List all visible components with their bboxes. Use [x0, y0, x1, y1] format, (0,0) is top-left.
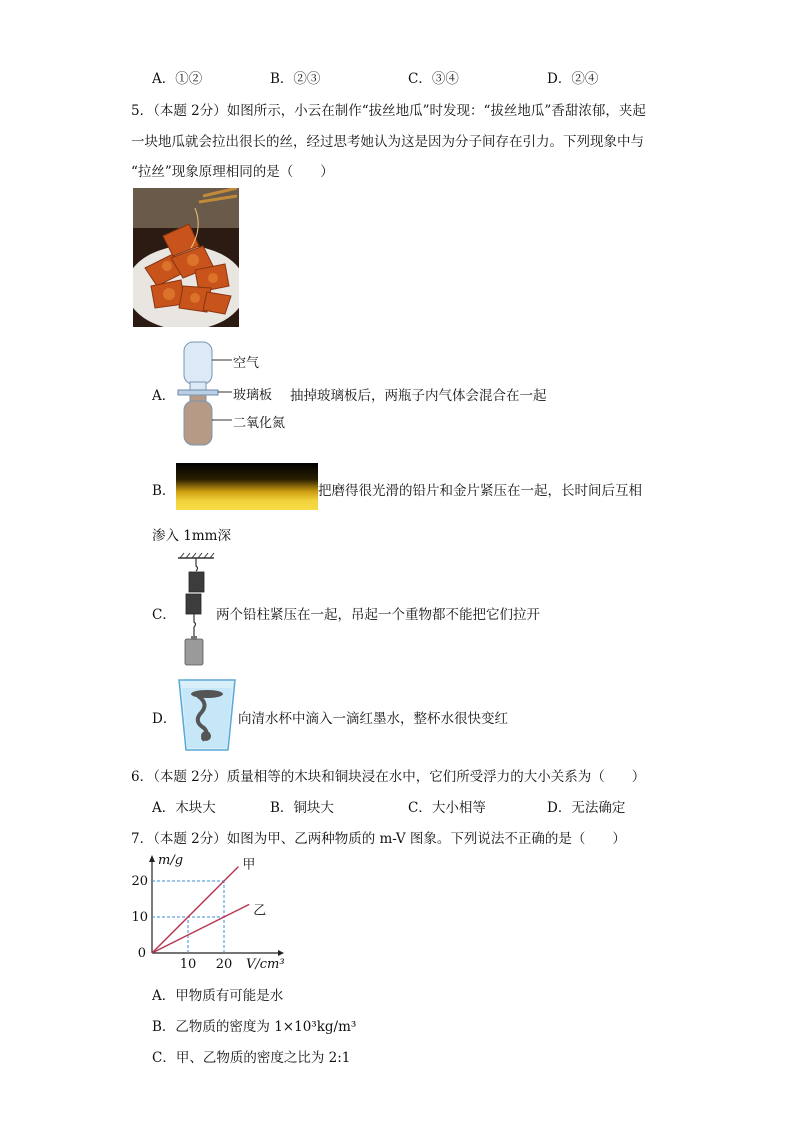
q5-stem-line1: 5．（本题 2分）如图所示，小云在制作“拔丝地瓜”时发现：“拔丝地瓜”香甜浓郁，夹起 [131, 103, 646, 119]
q5-option-a-text: 抽掉玻璃板后，两瓶子内气体会混合在一起 [290, 388, 547, 404]
q5-stem-line3: “拉丝”现象原理相同的是（ ） [131, 164, 334, 180]
q5-option-b-text: 把磨得很光滑的铅片和金片紧压在一起，长时间后互相 [318, 483, 642, 499]
series-label-yi: 乙 [253, 903, 267, 919]
q6-option-c[interactable]: C．大小相等 [408, 800, 486, 816]
y-axis-arrow [149, 855, 155, 862]
q5-option-c-letter[interactable]: C． [152, 607, 176, 623]
q4-option-c[interactable]: C．③④ [408, 71, 459, 87]
q5-stem-line2: 一块地瓜就会拉出很长的丝，经过思考她认为这是因为分子间存在引力。下列现象中与 [131, 134, 644, 150]
series-line-yi [152, 904, 249, 953]
candied-sweet-potato-photo [133, 188, 239, 331]
q4-option-a[interactable]: A．①② [152, 71, 203, 87]
q6-option-b[interactable]: B．铜块大 [270, 800, 334, 816]
q4-option-b[interactable]: B．②③ [270, 71, 321, 87]
q5-option-b-text-line2: 渗入 1mm深 [152, 528, 231, 544]
label-nitrogen-dioxide: 二氧化氮 [233, 416, 286, 431]
origin-label: 0 [137, 946, 146, 961]
label-air: 空气 [233, 356, 260, 371]
series-label-jia: 甲 [242, 857, 256, 873]
lead-cylinders-figure [176, 552, 216, 674]
q6-option-d[interactable]: D．无法确定 [547, 800, 626, 816]
q7-option-c[interactable]: C．甲、乙物质的密度之比为 2:1 [152, 1050, 351, 1066]
gas-diffusion-bottles-figure [176, 338, 236, 452]
lead-gold-plates-figure [176, 463, 318, 514]
x-tick-label-20: 20 [215, 957, 233, 972]
q5-option-c-text: 两个铅柱紧压在一起，吊起一个重物都不能把它们拉开 [216, 607, 540, 623]
y-tick-label-20: 20 [131, 874, 148, 889]
label-glass-plate: 玻璃板 [233, 388, 273, 403]
q6-stem: 6．（本题 2分）质量相等的木块和铜块浸在水中，它们所受浮力的大小关系为（ ） [131, 769, 646, 785]
q6-option-a[interactable]: A．木块大 [152, 800, 216, 816]
x-axis-arrow [278, 950, 284, 956]
y-tick-label-10: 10 [131, 910, 148, 925]
x-axis-label: V/cm³ [246, 957, 285, 972]
m-v-chart [128, 850, 298, 979]
q4-option-d[interactable]: D．②④ [547, 71, 599, 87]
q5-option-b-letter[interactable]: B． [152, 483, 176, 499]
series-line-jia [152, 867, 238, 953]
y-axis-label: m/g [158, 853, 184, 868]
ink-in-water-cup-figure [176, 678, 238, 756]
q5-option-d-text: 向清水杯中滴入一滴红墨水，整杯水很快变红 [238, 711, 508, 727]
q7-option-a[interactable]: A．甲物质有可能是水 [152, 988, 284, 1004]
q7-option-b[interactable]: B．乙物质的密度为 1×10³kg/m³ [152, 1019, 357, 1035]
q7-stem: 7．（本题 2分）如图为甲、乙两种物质的 m-V 图象。下列说法不正确的是（ ） [131, 831, 626, 847]
x-tick-label-10: 10 [179, 957, 197, 972]
q5-option-a-letter[interactable]: A． [152, 388, 176, 404]
q5-option-d-letter[interactable]: D． [152, 711, 177, 727]
